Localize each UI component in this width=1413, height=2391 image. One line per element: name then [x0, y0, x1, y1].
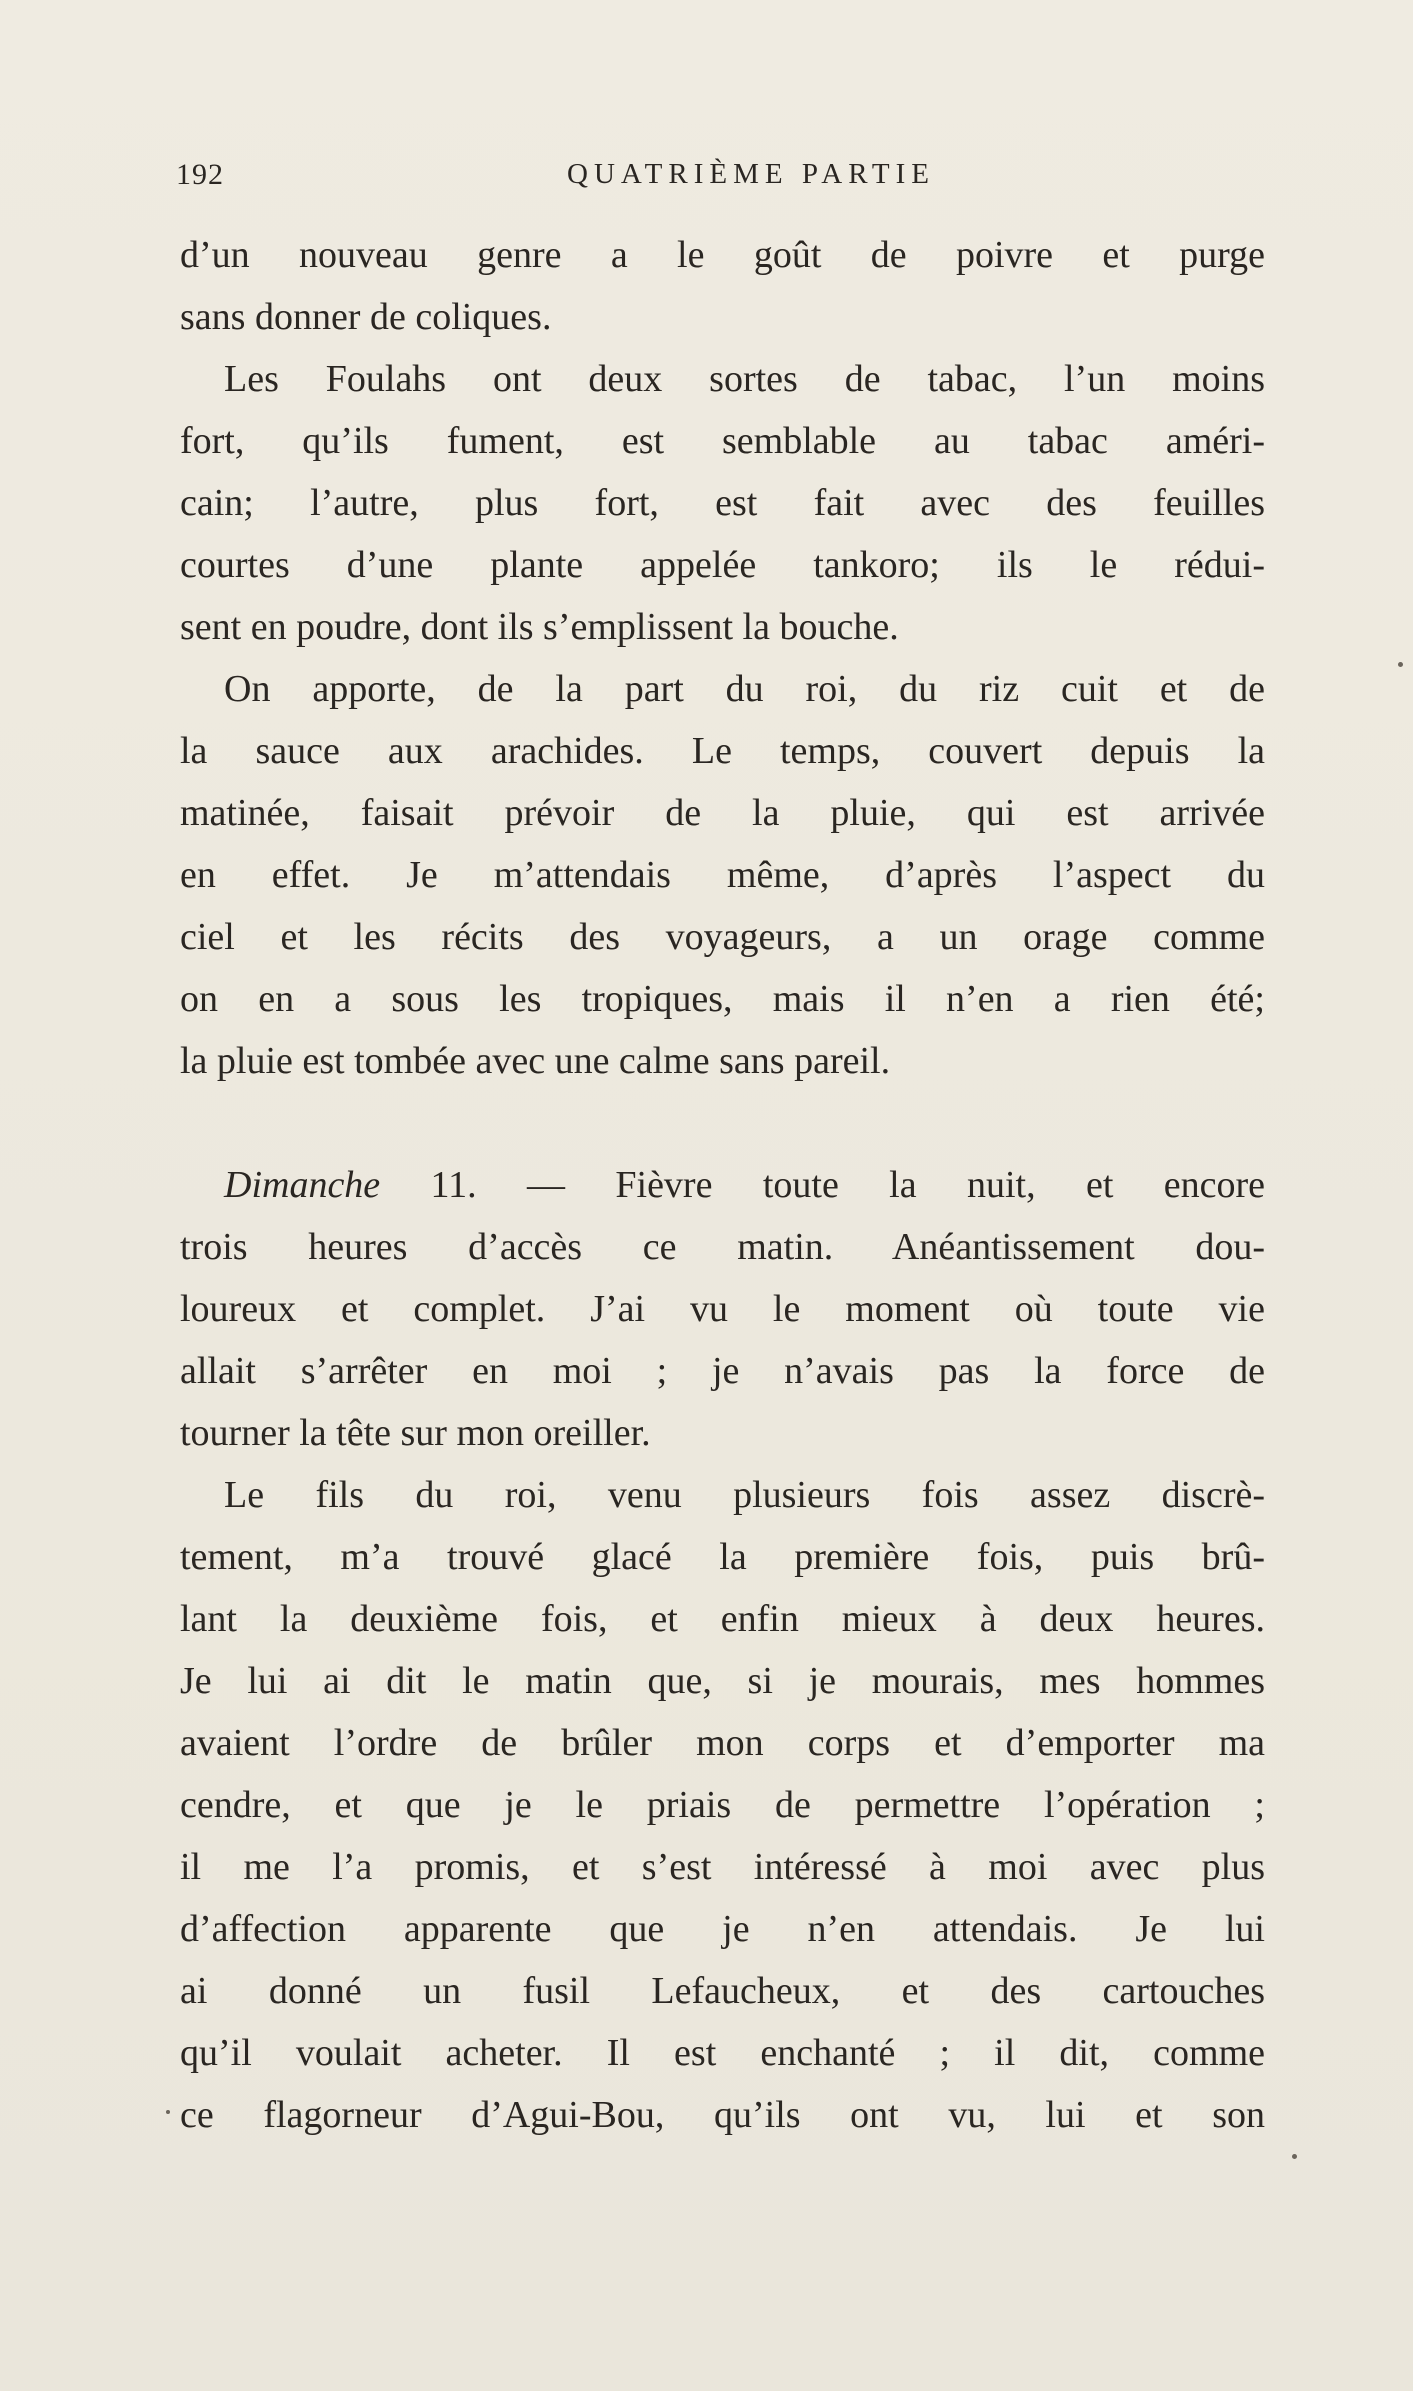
text-line: courtes d’une plante appelée tankoro; ils le rédui-	[180, 544, 1265, 586]
text-line: loureux et complet. J’ai vu le moment où toute vie	[180, 1288, 1265, 1330]
text-line: cendre, et que je le priais de permettre l’opération ;	[180, 1784, 1265, 1826]
text-line: sans donner de coliques.	[180, 296, 552, 338]
text-line: d’affection apparente que je n’en attendais. Je lui	[180, 1908, 1265, 1950]
day-name: Dimanche	[224, 1164, 381, 1206]
text-line: tourner la tête sur mon oreiller.	[180, 1412, 651, 1454]
paragraph	[180, 348, 1265, 658]
paper-speck	[1292, 2154, 1297, 2159]
text-line: lant la deuxième fois, et enfin mieux à deux heures.	[180, 1598, 1265, 1640]
paragraph	[180, 1154, 1265, 1464]
text-line-dated	[180, 1154, 1265, 1216]
paper-speck	[1398, 662, 1403, 667]
text-line: la sauce aux arachides. Le temps, couvert depuis la	[180, 730, 1265, 772]
text-line: ce flagorneur d’Agui-Bou, qu’ils ont vu, lui et son	[180, 2094, 1265, 2136]
text-line: la pluie est tombée avec une calme sans pareil.	[180, 1040, 891, 1082]
text-line: Le fils du roi, venu plusieurs fois assez discrè-	[224, 1474, 1265, 1516]
running-head: QUATRIÈME PARTIE	[567, 158, 935, 190]
text-line: qu’il voulait acheter. Il est enchanté ; il dit, comme	[180, 2032, 1265, 2074]
text-line: On apporte, de la part du roi, du riz cuit et de	[224, 668, 1265, 710]
text-line: allait s’arrêter en moi ; je n’avais pas la force de	[180, 1350, 1265, 1392]
text-line: Les Foulahs ont deux sortes de tabac, l’un moins	[224, 358, 1265, 400]
text-line: tement, m’a trouvé glacé la première fois, puis brû-	[180, 1536, 1265, 1578]
text-line: trois heures d’accès ce matin. Anéantissement dou-	[180, 1226, 1265, 1268]
text-line: avaient l’ordre de brûler mon corps et d’emporter ma	[180, 1722, 1265, 1764]
body-text	[180, 224, 1265, 2146]
text-line: fort, qu’ils fument, est semblable au tabac améri-	[180, 420, 1265, 462]
paper-speck	[166, 2110, 170, 2114]
text-line: ai donné un fusil Lefaucheux, et des cartouches	[180, 1970, 1265, 2012]
text-line: matinée, faisait prévoir de la pluie, qui est arrivée	[180, 792, 1265, 834]
text-line: d’un nouveau genre a le goût de poivre et purge	[180, 234, 1265, 276]
paragraph	[180, 658, 1265, 1092]
text-line: sent en poudre, dont ils s’emplissent la bouche.	[180, 606, 899, 648]
paragraph	[180, 1464, 1265, 2146]
page-number: 192	[176, 158, 224, 191]
text-line: en effet. Je m’attendais même, d’après l’aspect du	[180, 854, 1265, 896]
text-line: Je lui ai dit le matin que, si je mourais, mes hommes	[180, 1660, 1265, 1702]
text-line: ciel et les récits des voyageurs, a un orage comme	[180, 916, 1265, 958]
text-line: il me l’a promis, et s’est intéressé à moi avec plus	[180, 1846, 1265, 1888]
paragraph	[180, 224, 1265, 348]
page-header	[176, 158, 1266, 198]
text-line: cain; l’autre, plus fort, est fait avec des feuilles	[180, 482, 1265, 524]
text-line: on en a sous les tropiques, mais il n’en a rien été;	[180, 978, 1265, 1020]
section-gap	[180, 1092, 1265, 1154]
text-line-rest: 11. — Fièvre toute la nuit, et encore	[380, 1164, 1265, 1206]
